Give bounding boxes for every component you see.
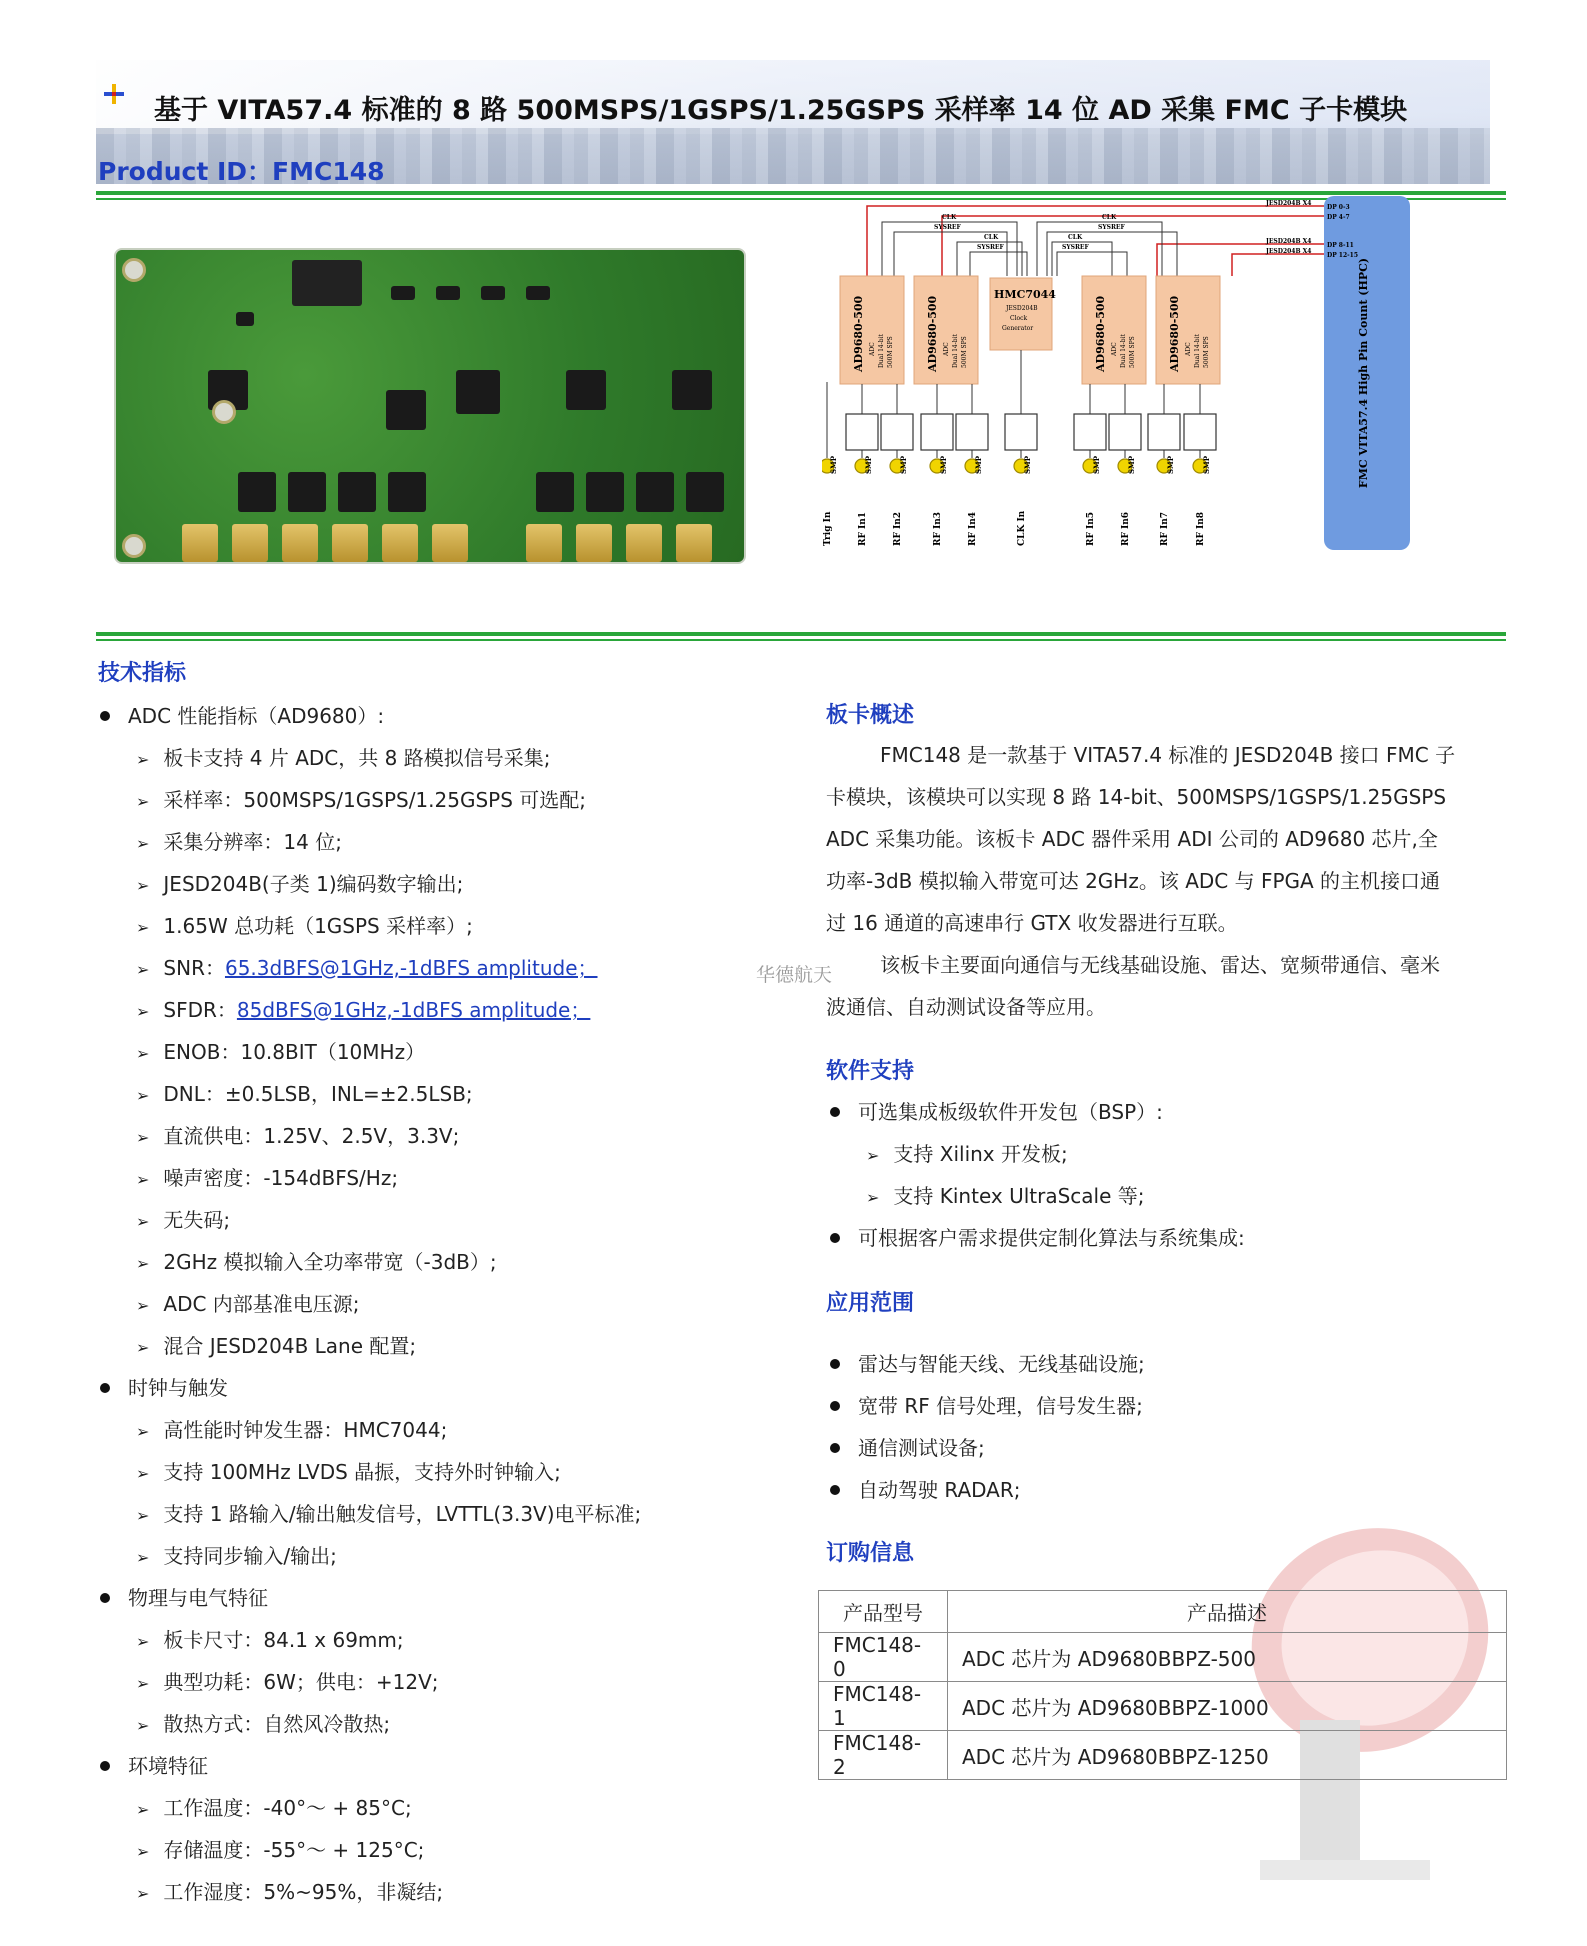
clock-title: HMC7044 xyxy=(994,288,1056,301)
logo-cross-icon xyxy=(102,82,126,106)
svg-text:ADC: ADC xyxy=(1185,342,1192,356)
table-header-desc: 产品描述 xyxy=(948,1591,1507,1633)
input-label: Trig In xyxy=(823,511,833,546)
svg-text:ADC: ADC xyxy=(1111,342,1118,356)
svg-text:SMP: SMP xyxy=(829,455,838,474)
table-header-model: 产品型号 xyxy=(819,1591,948,1633)
input-label: CLK In xyxy=(1017,510,1027,546)
spec-item: ➢ 板卡尺寸：84.1 x 69mm; xyxy=(136,1628,404,1652)
input-label: RF In4 xyxy=(968,511,978,546)
spec-item: ➢ ENOB：10.8BIT（10MHz） xyxy=(136,1040,426,1064)
spec-item-sfdr: ➢ SFDR：85dBFS@1GHz,-1dBFS amplitude； xyxy=(136,998,591,1022)
transformer-icon xyxy=(1005,414,1037,450)
table-cell-model: FMC148-2 xyxy=(819,1731,948,1780)
ordering-table xyxy=(818,1590,1507,1780)
application-item: 通信测试设备; xyxy=(830,1432,985,1461)
spec-item: ➢ 采集分辨率：14 位; xyxy=(136,830,342,854)
connector-label: FMC VITA57.4 High Pin Count (HPC) xyxy=(1357,257,1370,489)
transformer-icon xyxy=(1148,414,1180,450)
spec-group: 环境特征 xyxy=(100,1750,208,1779)
snr-link[interactable]: 65.3dBFS@1GHz,-1dBFS amplitude； xyxy=(224,956,598,980)
adc-block xyxy=(840,276,904,384)
spec-item: ➢ 采样率：500MSPS/1GSPS/1.25GSPS 可选配; xyxy=(136,788,587,812)
svg-text:ADC: ADC xyxy=(943,342,950,356)
lane-label: DP 8-11 xyxy=(1327,242,1354,249)
spec-item: ➢ 典型功耗：6W；供电：+12V; xyxy=(136,1670,439,1694)
adc-title: AD9680-500 xyxy=(1094,295,1107,372)
transformer-icon xyxy=(956,414,988,450)
block-diagram xyxy=(822,196,1412,560)
svg-text:SMP: SMP xyxy=(1127,455,1136,474)
adc-block xyxy=(1156,276,1220,384)
clk-label: CLK xyxy=(942,214,957,221)
svg-text:Dual 14-bit: Dual 14-bit xyxy=(1120,334,1127,368)
spec-item: ➢ 工作温度：-40°～ + 85°C; xyxy=(136,1796,412,1820)
section-heading-applications: 应用范围 xyxy=(826,1291,915,1316)
sysref-label: SYSREF xyxy=(934,224,961,231)
transformer-icon xyxy=(1109,414,1141,450)
divider-mid xyxy=(96,632,1506,636)
product-id: Product ID：FMC148 xyxy=(98,157,385,186)
lane-label: JESD204B X4 xyxy=(1266,200,1312,207)
software-bullet: 可根据客户需求提供定制化算法与系统集成: xyxy=(830,1222,1245,1251)
watermark-text: 华德航天 xyxy=(756,964,833,986)
input-label: RF In8 xyxy=(1196,511,1206,546)
svg-text:JESD204B: JESD204B xyxy=(1006,305,1038,312)
spec-item: ➢ 支持同步输入/输出; xyxy=(136,1544,337,1568)
svg-text:SMP: SMP xyxy=(1166,455,1175,474)
adc-title: AD9680-500 xyxy=(926,295,939,372)
spec-item: ➢ 1.65W 总功耗（1GSPS 采样率）; xyxy=(136,914,473,938)
svg-text:Dual 14-bit: Dual 14-bit xyxy=(1194,334,1201,368)
svg-text:SMP: SMP xyxy=(899,455,908,474)
svg-text:SMP: SMP xyxy=(1202,455,1211,474)
transformer-icon xyxy=(1184,414,1216,450)
software-sub-item: ➢ 支持 Kintex UltraScale 等; xyxy=(866,1184,1145,1208)
svg-text:Dual 14-bit: Dual 14-bit xyxy=(878,334,885,368)
input-label: RF In2 xyxy=(893,511,903,546)
table-cell-desc: ADC 芯片为 AD9680BBPZ-1250 xyxy=(948,1731,1507,1780)
divider-top xyxy=(96,191,1506,195)
svg-text:500M SPS: 500M SPS xyxy=(1203,336,1210,368)
svg-text:Clock: Clock xyxy=(1010,315,1028,322)
input-label: RF In3 xyxy=(933,511,943,546)
table-cell-model: FMC148-1 xyxy=(819,1682,948,1731)
input-label: RF In7 xyxy=(1160,511,1170,546)
section-heading-specs: 技术指标 xyxy=(98,661,187,686)
spec-item: ➢ 2GHz 模拟输入全功率带宽（-3dB）; xyxy=(136,1250,497,1274)
lane-label: JESD204B X4 xyxy=(1266,238,1312,245)
spec-item: ➢ ADC 内部基准电压源; xyxy=(136,1292,360,1316)
svg-text:Generator: Generator xyxy=(1002,325,1034,332)
spec-group: 时钟与触发 xyxy=(100,1372,228,1401)
lane-label: JESD204B X4 xyxy=(1266,248,1312,255)
spec-item: ➢ 板卡支持 4 片 ADC，共 8 路模拟信号采集; xyxy=(136,746,551,770)
svg-text:SMP: SMP xyxy=(1092,455,1101,474)
adc-block xyxy=(914,276,978,384)
sysref-label: SYSREF xyxy=(1062,244,1089,251)
overview-paragraph-1: FMC148 是一款基于 VITA57.4 标准的 JESD204B 接口 FMC 子 卡模块，该模块可以实现 8 路 14-bit、500MSPS/1GSPS/1.25GSPS ADC 采集功能。该板卡 ADC 器件采用 ADI 公司的 AD9680 芯片,全 功率-3dB 模拟输入带宽可达 2GHz。该 ADC 与 FPGA 的主机接口通 过 16 通道的高速串行 GTX 收发器进行互联。 该板卡主要面向通信与无线基础设施、雷达、宽频带通信、毫米 波通信、自动测试设备等应用。 xyxy=(826,743,1456,1019)
software-bullet: 可选集成板级软件开发包（BSP）: xyxy=(830,1096,1163,1125)
svg-text:500M SPS: 500M SPS xyxy=(961,336,968,368)
sysref-label: SYSREF xyxy=(1098,224,1125,231)
table-cell-desc: ADC 芯片为 AD9680BBPZ-1000 xyxy=(948,1682,1507,1731)
adc-title: AD9680-500 xyxy=(852,295,865,372)
page-title: 基于 VITA57.4 标准的 8 路 500MSPS/1GSPS/1.25GSPS 采样率 14 位 AD 采集 FMC 子卡模块 xyxy=(154,95,1408,126)
divider-mid-thin xyxy=(96,639,1506,641)
input-label: RF In6 xyxy=(1121,511,1131,546)
svg-text:SMP: SMP xyxy=(939,455,948,474)
table-cell-model: FMC148-0 xyxy=(819,1633,948,1682)
spec-item: ➢ 直流供电：1.25V、2.5V，3.3V; xyxy=(136,1124,460,1148)
svg-text:Dual 14-bit: Dual 14-bit xyxy=(952,334,959,368)
clk-label: CLK xyxy=(1068,234,1083,241)
spec-group: 物理与电气特征 xyxy=(100,1582,268,1611)
spec-group: ADC 性能指标（AD9680）: xyxy=(100,700,384,729)
input-label: RF In5 xyxy=(1086,511,1096,546)
clk-label: CLK xyxy=(1102,214,1117,221)
section-heading-ordering: 订购信息 xyxy=(826,1541,915,1566)
spec-item: ➢ 噪声密度：-154dBFS/Hz; xyxy=(136,1166,399,1190)
spec-item: ➢ 散热方式：自然风冷散热; xyxy=(136,1712,391,1736)
svg-text:500M SPS: 500M SPS xyxy=(887,336,894,368)
table-row xyxy=(819,1633,1507,1682)
clk-label: CLK xyxy=(984,234,999,241)
table-header-row xyxy=(819,1591,1507,1633)
transformer-icon xyxy=(846,414,878,450)
spec-item: ➢ 工作湿度：5%~95%，非凝结; xyxy=(136,1880,444,1904)
software-sub-item: ➢ 支持 Xilinx 开发板; xyxy=(866,1142,1068,1166)
table-row xyxy=(819,1682,1507,1731)
input-label: RF In1 xyxy=(858,511,868,546)
adc-block xyxy=(1082,276,1146,384)
svg-text:SMP: SMP xyxy=(864,455,873,474)
board-photo xyxy=(114,248,746,564)
transformer-icon xyxy=(881,414,913,450)
table-row xyxy=(819,1731,1507,1780)
spec-item: ➢ JESD204B(子类 1)编码数字输出; xyxy=(136,872,464,896)
sfdr-link[interactable]: 85dBFS@1GHz,-1dBFS amplitude； xyxy=(236,998,591,1022)
transformer-icon xyxy=(1074,414,1106,450)
spec-item: ➢ 支持 100MHz LVDS 晶振，支持外时钟输入; xyxy=(136,1460,561,1484)
transformer-icon xyxy=(921,414,953,450)
sysref-label: SYSREF xyxy=(977,244,1004,251)
application-item: 宽带 RF 信号处理，信号发生器; xyxy=(830,1390,1143,1419)
spec-item: ➢ 支持 1 路输入/输出触发信号，LVTTL(3.3V)电平标准; xyxy=(136,1502,642,1526)
spec-item-snr: ➢ SNR：65.3dBFS@1GHz,-1dBFS amplitude； xyxy=(136,956,598,980)
svg-text:ADC: ADC xyxy=(869,342,876,356)
svg-text:SMP: SMP xyxy=(1023,455,1032,474)
application-item: 自动驾驶 RADAR; xyxy=(830,1474,1021,1503)
lane-label: DP 0-3 xyxy=(1327,204,1350,211)
svg-text:500M SPS: 500M SPS xyxy=(1129,336,1136,368)
svg-text:SMP: SMP xyxy=(974,455,983,474)
table-cell-desc: ADC 芯片为 AD9680BBPZ-500 xyxy=(948,1633,1507,1682)
spec-item: ➢ DNL：±0.5LSB，INL=±2.5LSB; xyxy=(136,1082,473,1106)
lane-label: DP 12-15 xyxy=(1327,252,1358,259)
adc-title: AD9680-500 xyxy=(1168,295,1181,372)
section-heading-software: 软件支持 xyxy=(826,1059,915,1084)
spec-item: ➢ 存储温度：-55°～ + 125°C; xyxy=(136,1838,425,1862)
spec-item: ➢ 高性能时钟发生器：HMC7044; xyxy=(136,1418,448,1442)
spec-item: ➢ 无失码; xyxy=(136,1208,231,1232)
application-item: 雷达与智能天线、无线基础设施; xyxy=(830,1348,1145,1377)
lane-label: DP 4-7 xyxy=(1327,214,1350,221)
section-heading-overview: 板卡概述 xyxy=(826,703,915,728)
spec-item: ➢ 混合 JESD204B Lane 配置; xyxy=(136,1334,417,1358)
